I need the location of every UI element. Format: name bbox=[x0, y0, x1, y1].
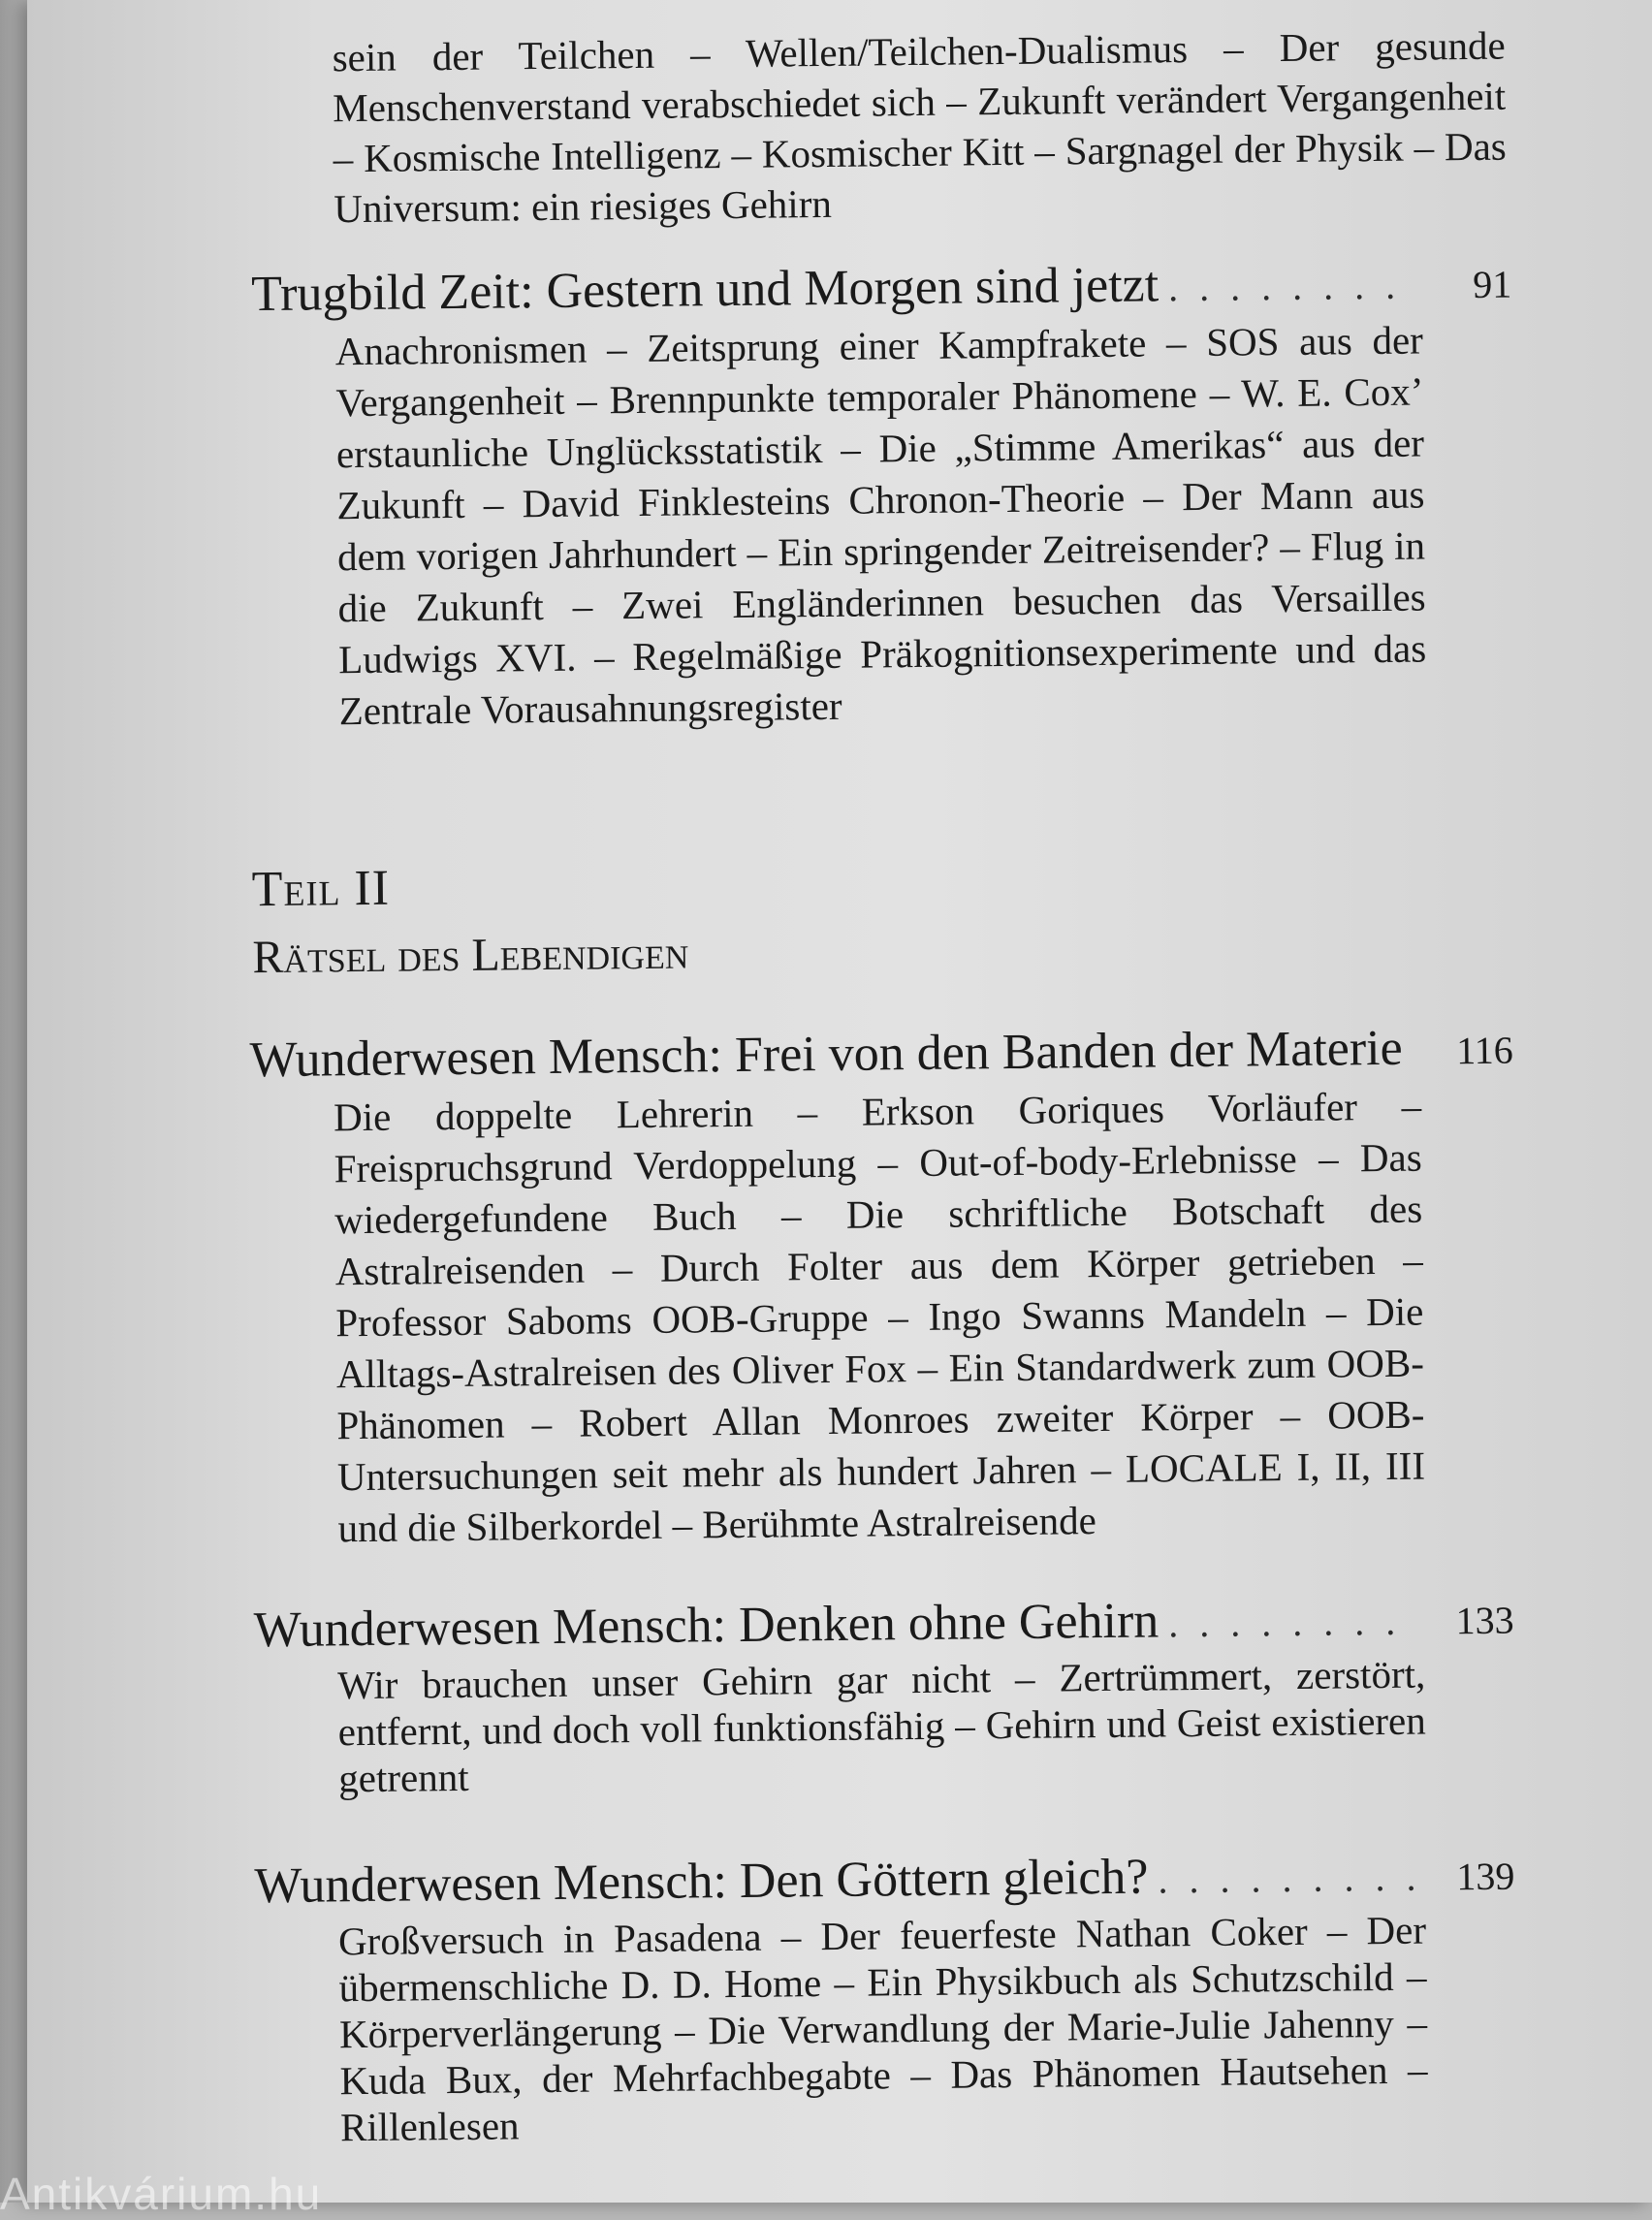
toc-entry-description: Anachronismen – Zeitsprung einer Kampfrakete – SOS aus der Vergangenheit – Brennpunkte temporaler Phänomene – W. E. Cox’ erstaunliche Unglücksstatistik – Die „Stimme Amerikas“ aus der Zukunft – David Finklesteins Chronon-Theorie – Der Mann aus dem vorigen Jahrhundert – Ein springender Zeitreisender? – Flug in die Zukunft – Zwei Engländerinnen besuchen das Versailles Ludwigs XVI. – Regelmäßige Präkognitionsexperimente und das Zentrale Vorausahnungsregister bbox=[334, 317, 1427, 734]
toc-entry-trugbild-zeit bbox=[251, 253, 1516, 739]
toc-entry-page-number: 139 bbox=[1456, 1854, 1515, 1899]
part-heading bbox=[251, 854, 688, 989]
toc-entry-page-number: 116 bbox=[1455, 1028, 1513, 1073]
toc-entry-description: Großversuch in Pasadena – Der feuerfeste Nathan Coker – Der übermenschliche D. D. Home – Ein Physikbuch als Schutzschild – Körperverlängerung – Die Verwandlung der Marie-Julie Jahenny – Kuda Bux, der Mehrfachbegabte – Das Phänomen Hautsehen – Rillenlesen bbox=[337, 1907, 1428, 2150]
toc-entry-frei-von-materie bbox=[249, 1019, 1515, 1556]
part-label: Teil II bbox=[251, 860, 391, 918]
dot-leader bbox=[1168, 1593, 1414, 1654]
toc-entry-denken-ohne-gehirn bbox=[253, 1589, 1515, 1803]
toc-entry-title: Wunderwesen Mensch: Denken ohne Gehirn bbox=[253, 1593, 1160, 1659]
dot-leader bbox=[1158, 1849, 1414, 1910]
toc-entry-title: Wunderwesen Mensch: Frei von den Banden der Materie bbox=[249, 1020, 1403, 1089]
continued-entry-description: sein der Teilchen – Wellen/Teilchen-Dualismus – Der gesunde Menschenverstand verabschiedet sich – Zukunft verändert Vergangenheit – Kosmische Intelligenz – Kosmischer Kitt – Sargnagel der Physik – Das Universum: ein riesiges Gehirn bbox=[332, 22, 1507, 232]
toc-entry-title: Trugbild Zeit: Gestern und Morgen sind jetzt bbox=[250, 257, 1160, 323]
dot-leader bbox=[1168, 257, 1412, 318]
toc-entry-page-number: 91 bbox=[1472, 262, 1512, 306]
toc-entry-description: Die doppelte Lehrerin – Erkson Goriques Vorläufer – Freispruchsgrund Verdoppelung – Out-of-body-Erlebnisse – Das wiedergefundene Buch – Die schriftliche Botschaft des Astralreisenden – Durch Folter aus dem Körper getrieben – Professor Saboms OOB-Gruppe – Ingo Swanns Mandeln – Die Alltags-Astralreisen des Oliver Fox – Ein Standardwerk zum OOB-Phänomen – Robert Allan Monroes zweiter Körper – OOB-Untersuchungen seit mehr als hundert Jahren – LOCALE I, II, III und die Silberkordel – Berühmte Astralreisende bbox=[333, 1083, 1426, 1551]
toc-entry-page-number: 133 bbox=[1455, 1598, 1514, 1643]
dot-leader bbox=[1412, 1023, 1413, 1081]
toc-entry-den-goettern-gleich bbox=[254, 1845, 1517, 2152]
watermark-text: Antikvárium.hu bbox=[0, 2169, 323, 2219]
part-subtitle: Rätsel des Lebendigen bbox=[252, 927, 689, 984]
toc-entry-description: Wir brauchen unser Gehirn gar nicht – Zertrümmert, zerstört, entfernt, und doch voll funktionsfähig – Gehirn und Geist existieren getrennt bbox=[337, 1651, 1426, 1801]
toc-entry-title: Wunderwesen Mensch: Den Göttern gleich? bbox=[254, 1849, 1149, 1915]
